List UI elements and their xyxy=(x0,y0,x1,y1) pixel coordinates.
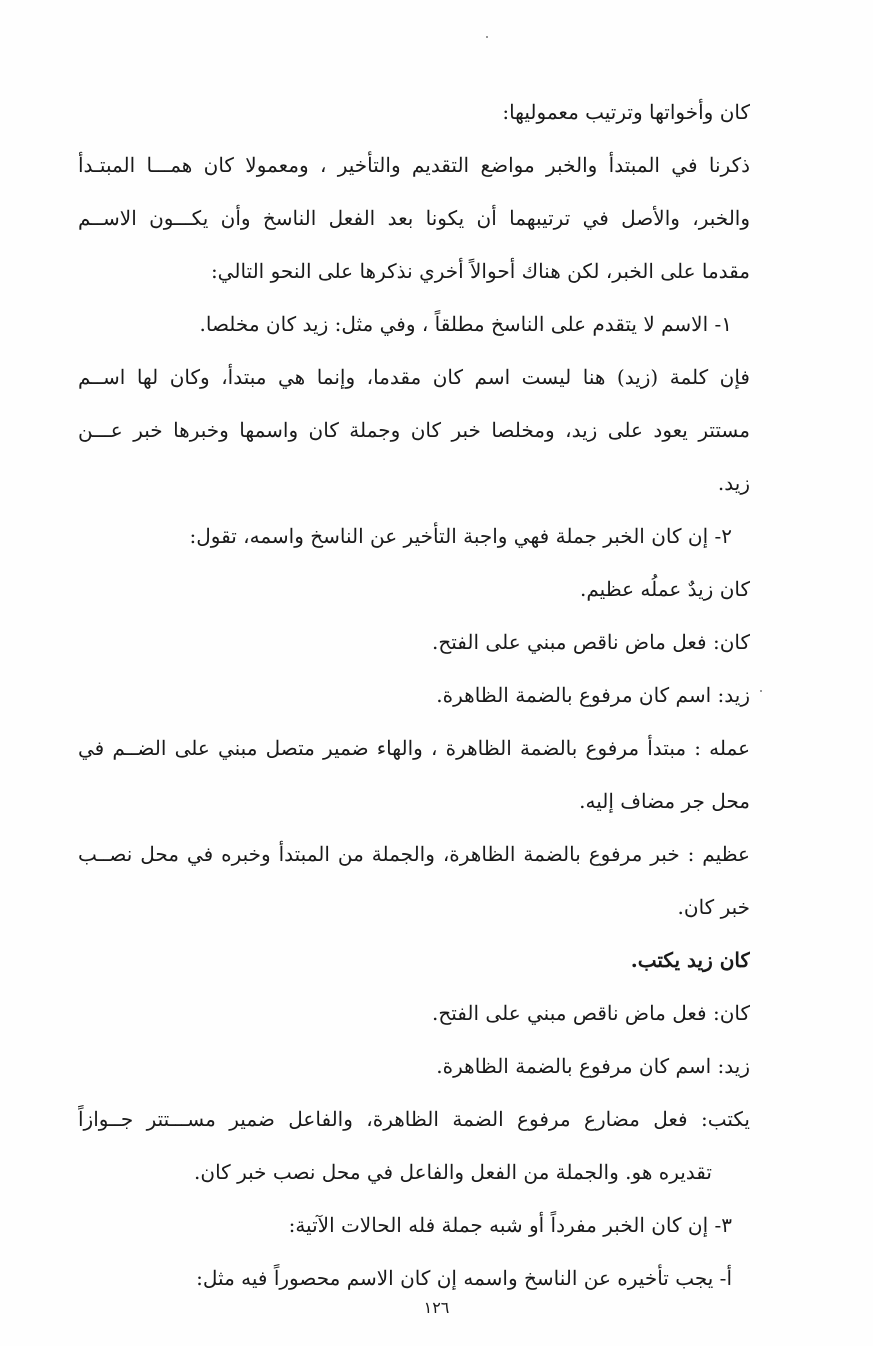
section-heading: كان وأخواتها وترتيب معموليها: xyxy=(502,100,750,124)
example-sentence: كان زيد يكتب. xyxy=(630,948,750,972)
parsing-line: زيد: اسم كان مرفوع بالضمة الظاهرة. xyxy=(436,683,750,707)
paragraph-line: ذكرنا في المبتدأ والخبر مواضع التقديم والتأخير ، ومعمولا كان همـــا المبتـدأ xyxy=(78,153,750,177)
paragraph-line: فإن كلمة (زيد) هنا ليست اسم كان مقدما، وإنما هي مبتدأ، وكان لها اســم xyxy=(78,365,750,389)
parsing-line: عظيم : خبر مرفوع بالضمة الظاهرة، والجملة من المبتدأ وخبره في محل نصــب xyxy=(78,842,750,866)
parsing-line: كان: فعل ماض ناقص مبني على الفتح. xyxy=(432,1001,750,1025)
rule-2: ٢- إن كان الخبر جملة فهي واجبة التأخير عن الناسخ واسمه، تقول: xyxy=(189,524,732,548)
rule-1: ١- الاسم لا يتقدم على الناسخ مطلقاً ، وفي مثل: زيد كان مخلصا. xyxy=(199,312,732,336)
paragraph-line: مقدما على الخبر، لكن هناك أحوالاً أخري نذكرها على النحو التالي: xyxy=(210,259,750,283)
page-number: ١٢٦ xyxy=(423,1298,450,1317)
parsing-line: زيد: اسم كان مرفوع بالضمة الظاهرة. xyxy=(436,1054,750,1078)
example-sentence: كان زيدٌ عملُه عظيم. xyxy=(580,577,750,601)
scan-speck xyxy=(486,36,488,38)
rule-3: ٣- إن كان الخبر مفرداً أو شبه جملة فله الحالات الآتية: xyxy=(288,1213,732,1237)
parsing-line: يكتب: فعل مضارع مرفوع الضمة الظاهرة، والفاعل ضمير مســـتتر جــوازاً xyxy=(78,1107,750,1131)
parsing-line: عمله : مبتدأ مرفوع بالضمة الظاهرة ، والهاء ضمير متصل مبني على الضــم في xyxy=(78,736,750,760)
parsing-line: تقديره هو. والجملة من الفعل والفاعل في محل نصب خبر كان. xyxy=(194,1160,712,1184)
parsing-line: محل جر مضاف إليه. xyxy=(579,789,750,813)
rule-3-item-a: أ- يجب تأخيره عن الناسخ واسمه إن كان الاسم محصوراً فيه مثل: xyxy=(196,1266,732,1290)
scan-speck xyxy=(760,690,762,692)
paragraph-line: والخبر، والأصل في ترتيبهما أن يكونا بعد الفعل الناسخ وأن يكـــون الاســم xyxy=(78,206,750,230)
page-body xyxy=(78,86,750,1305)
parsing-line: كان: فعل ماض ناقص مبني على الفتح. xyxy=(432,630,750,654)
parsing-line: خبر كان. xyxy=(677,895,750,919)
paragraph-line: زيد. xyxy=(717,471,750,495)
paragraph-line: مستتر يعود على زيد، ومخلصا خبر كان وجملة كان واسمها وخبرها خبر عـــن xyxy=(78,418,750,442)
